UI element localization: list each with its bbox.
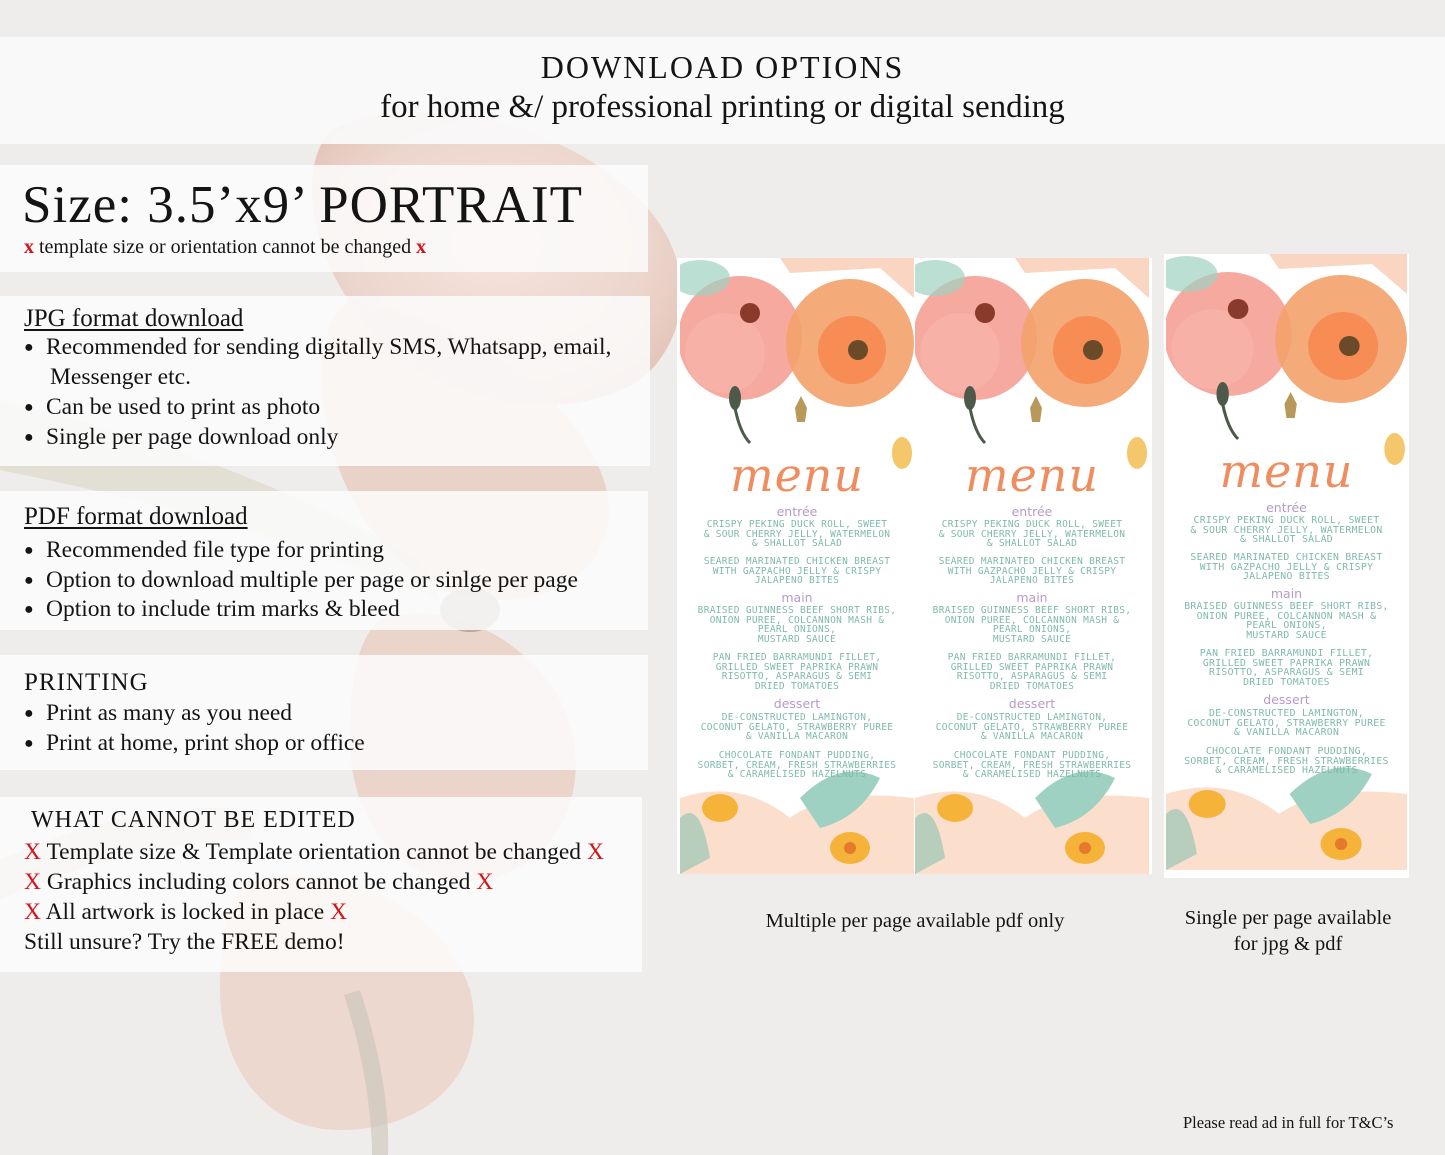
single-caption-line1: Single per page available <box>1184 907 1392 929</box>
menu-section-heading: dessert <box>773 696 821 711</box>
menu-line: ONION PUREE, COLCANNON MASH & <box>1196 610 1377 622</box>
menu-line: COCONUT GELATO, STRAWBERRY PUREE <box>700 721 894 733</box>
menu-line: RISOTTO, ASPARAGUS & SEMI <box>721 671 873 682</box>
list-item <box>24 424 338 451</box>
demo-note: Still unsure? Try the FREE demo! <box>24 929 345 955</box>
menu-section-heading: main <box>781 590 813 605</box>
list-item-text: Can be used to print as photo <box>46 394 321 420</box>
menu-line: & SHALLOT SALAD <box>986 538 1078 549</box>
menu-line: RISOTTO, ASPARAGUS & SEMI <box>956 671 1108 682</box>
menu-item-text <box>680 520 914 549</box>
bullet-icon: ● <box>24 705 34 722</box>
size-panel <box>0 165 648 272</box>
list-item <box>24 334 611 361</box>
menu-item-text <box>680 713 914 742</box>
menu-item-text <box>1166 516 1407 545</box>
menu-line: PAN FRIED BARRAMUNDI FILLET, <box>947 652 1117 663</box>
menu-preview <box>1166 254 1407 878</box>
menu-line: JALAPENO BITES <box>754 575 840 586</box>
menu-line: & CARAMELISED HAZELNUTS <box>1215 765 1358 776</box>
menu-line: CHOCOLATE FONDANT PUDDING, <box>953 750 1111 761</box>
menu-script-title: menu <box>1219 444 1354 498</box>
page-title: DOWNLOAD OPTIONS <box>540 49 905 85</box>
menu-section-heading: main <box>1016 590 1048 605</box>
menu-preview <box>680 258 914 874</box>
menu-line: PAN FRIED BARRAMUNDI FILLET, <box>712 652 882 663</box>
menu-script-title: menu <box>729 448 865 502</box>
menu-line: CRISPY PEKING DUCK ROLL, SWEET <box>941 519 1123 530</box>
menu-line: & SOUR CHERRY JELLY, WATERMELON <box>1190 524 1383 536</box>
menu-item-text <box>915 751 1149 780</box>
list-item-text: All artwork is locked in place <box>45 899 325 925</box>
red-x-icon: X <box>330 899 348 925</box>
red-x-icon: X <box>476 869 494 895</box>
red-x-icon: X <box>24 839 41 865</box>
bullet-icon: ● <box>24 429 34 446</box>
red-x-icon: X <box>586 839 604 865</box>
menu-line: DRIED TOMATOES <box>1243 676 1330 688</box>
list-item <box>24 567 578 594</box>
red-x-icon: X <box>24 899 41 925</box>
menu-line: WITH GAZPACHO JELLY & CRISPY <box>947 565 1117 577</box>
menu-line: SEARED MARINATED CHICKEN BREAST <box>938 556 1126 567</box>
list-item-text: Option to download multiple per page or sinlge per page <box>46 567 578 593</box>
bullet-icon: ● <box>24 542 34 559</box>
list-item-text: Template size & Template orientation cannot be changed <box>46 839 582 865</box>
list-item <box>24 869 493 896</box>
list-item <box>24 394 320 421</box>
menu-line: GRILLED SWEET PAPRIKA PRAWN <box>950 661 1114 673</box>
menu-line: DE-CONSTRUCTED LAMINGTON, <box>721 712 873 723</box>
menu-item-text <box>1166 709 1407 738</box>
menu-line: ONION PUREE, COLCANNON MASH & <box>944 614 1120 626</box>
menu-line: BRAISED GUINNESS BEEF SHORT RIBS, <box>932 605 1132 616</box>
menu-item-text <box>915 653 1149 691</box>
menu-line: & SOUR CHERRY JELLY, WATERMELON <box>703 528 891 540</box>
menu-line: & CARAMELISED HAZELNUTS <box>727 769 867 780</box>
menu-line: & VANILLA MACARON <box>980 731 1084 742</box>
menu-line: PEARL ONIONS, <box>1246 620 1327 631</box>
multiple-caption: Multiple per page available pdf only <box>765 910 1065 932</box>
menu-section-heading: main <box>1270 586 1303 601</box>
menu-line: RISOTTO, ASPARAGUS & SEMI <box>1209 667 1364 678</box>
bullet-icon: ● <box>24 572 34 589</box>
menu-line: DRIED TOMATOES <box>754 680 840 692</box>
single-caption <box>1150 905 1426 957</box>
menu-line: COCONUT GELATO, STRAWBERRY PUREE <box>1187 717 1386 729</box>
menu-line: SEARED MARINATED CHICKEN BREAST <box>703 556 891 567</box>
list-item-text: Option to include trim marks & bleed <box>46 596 400 622</box>
bullet-icon: ● <box>24 399 34 416</box>
bullet-icon: ● <box>24 339 34 356</box>
menu-item-text <box>1166 649 1407 687</box>
size-title: Size: 3.5’x9’ PORTRAIT <box>22 176 584 234</box>
printing-panel <box>0 655 648 770</box>
menu-item-text <box>915 606 1149 644</box>
menu-section-heading: dessert <box>1263 692 1310 707</box>
list-item-text: Graphics including colors cannot be changed <box>46 869 471 895</box>
jpg-section-title: JPG format download <box>24 305 244 332</box>
header-banner <box>0 37 1445 144</box>
menu-line: PEARL ONIONS, <box>992 624 1072 635</box>
red-x-icon: x <box>416 236 427 258</box>
list-item <box>24 596 400 623</box>
pdf-panel <box>0 491 648 630</box>
single-caption-line2: for jpg & pdf <box>1233 933 1343 955</box>
menu-line: & SOUR CHERRY JELLY, WATERMELON <box>938 528 1126 540</box>
menu-section-heading: dessert <box>1008 696 1056 711</box>
menu-line: & VANILLA MACARON <box>745 731 849 742</box>
menu-line: WITH GAZPACHO JELLY & CRISPY <box>1199 561 1374 573</box>
menu-preview <box>915 258 1149 874</box>
menu-item-text <box>680 653 914 691</box>
red-x-icon: X <box>24 869 41 895</box>
size-note-text: template size or orientation cannot be changed <box>39 236 412 258</box>
menu-line: JALAPENO BITES <box>989 575 1075 586</box>
menu-line: BRAISED GUINNESS BEEF SHORT RIBS, <box>1184 601 1389 612</box>
menu-line: MUSTARD SAUCE <box>1246 629 1327 641</box>
menu-line: JALAPENO BITES <box>1243 571 1330 582</box>
single-per-page-preview <box>1164 254 1409 878</box>
list-item <box>24 700 292 727</box>
menu-item-text <box>915 557 1149 586</box>
menu-line: SORBET, CREAM, FRESH STRAWBERRIES <box>932 759 1132 771</box>
menu-section-heading: entrée <box>1266 500 1307 515</box>
menu-line: SORBET, CREAM, FRESH STRAWBERRIES <box>697 759 897 771</box>
menu-line: CRISPY PEKING DUCK ROLL, SWEET <box>1193 515 1380 526</box>
list-item-text: Recommended for sending digitally SMS, Whatsapp, email, <box>46 334 612 360</box>
page-subtitle: for home &/ professional printing or digital sending <box>380 89 1065 125</box>
menu-section-heading: entrée <box>776 504 818 519</box>
menu-line: CHOCOLATE FONDANT PUDDING, <box>718 750 876 761</box>
menu-line: BRAISED GUINNESS BEEF SHORT RIBS, <box>697 605 897 616</box>
footer-note: Please read ad in full for T&C’s <box>1183 1113 1394 1132</box>
printing-section-title: PRINTING <box>24 669 149 696</box>
multiple-per-page-preview <box>677 258 1152 874</box>
menu-item-text <box>1166 747 1407 776</box>
list-item-text: Print as many as you need <box>46 700 293 726</box>
menu-line: COCONUT GELATO, STRAWBERRY PUREE <box>935 721 1129 733</box>
cannot-edit-panel <box>0 797 642 972</box>
menu-line: SEARED MARINATED CHICKEN BREAST <box>1190 552 1383 563</box>
list-item <box>24 537 384 564</box>
menu-section-heading: entrée <box>1011 504 1053 519</box>
red-x-icon: x <box>24 236 34 258</box>
cannot-edit-title: WHAT CANNOT BE EDITED <box>31 807 356 833</box>
menu-line: & SHALLOT SALAD <box>751 538 843 549</box>
jpg-panel <box>0 296 650 466</box>
menu-line: MUSTARD SAUCE <box>992 633 1072 645</box>
menu-line: CRISPY PEKING DUCK ROLL, SWEET <box>706 519 888 530</box>
menu-line: CHOCOLATE FONDANT PUDDING, <box>1205 746 1368 757</box>
menu-line: & SHALLOT SALAD <box>1240 534 1333 545</box>
menu-item-text <box>1166 602 1407 640</box>
menu-item-text <box>680 557 914 586</box>
list-item <box>24 899 347 926</box>
list-item-continued: Messenger etc. <box>50 364 191 390</box>
menu-script-title: menu <box>964 448 1100 502</box>
menu-item-text <box>1166 553 1407 582</box>
menu-line: GRILLED SWEET PAPRIKA PRAWN <box>1202 657 1371 669</box>
list-item <box>24 730 365 757</box>
menu-line: DRIED TOMATOES <box>989 680 1075 692</box>
menu-line: & VANILLA MACARON <box>1233 727 1340 738</box>
list-item <box>24 839 604 866</box>
menu-line: DE-CONSTRUCTED LAMINGTON, <box>956 712 1108 723</box>
menu-line: WITH GAZPACHO JELLY & CRISPY <box>712 565 882 577</box>
menu-item-text <box>915 520 1149 549</box>
bullet-icon: ● <box>24 601 34 618</box>
menu-item-text <box>680 606 914 644</box>
menu-line: PEARL ONIONS, <box>757 624 837 635</box>
size-note <box>24 236 426 259</box>
pdf-section-title: PDF format download <box>24 503 248 530</box>
menu-line: MUSTARD SAUCE <box>757 633 837 645</box>
menu-line: SORBET, CREAM, FRESH STRAWBERRIES <box>1184 755 1389 767</box>
menu-line: & CARAMELISED HAZELNUTS <box>962 769 1102 780</box>
menu-line: PAN FRIED BARRAMUNDI FILLET, <box>1199 648 1374 659</box>
menu-line: DE-CONSTRUCTED LAMINGTON, <box>1209 708 1364 719</box>
menu-line: GRILLED SWEET PAPRIKA PRAWN <box>715 661 879 673</box>
menu-line: ONION PUREE, COLCANNON MASH & <box>709 614 885 626</box>
menu-item-text <box>915 713 1149 742</box>
list-item-text: Print at home, print shop or office <box>46 730 365 756</box>
list-item-text: Recommended file type for printing <box>46 537 385 563</box>
bullet-icon: ● <box>24 735 34 752</box>
menu-item-text <box>680 751 914 780</box>
list-item-text: Single per page download only <box>46 424 339 450</box>
